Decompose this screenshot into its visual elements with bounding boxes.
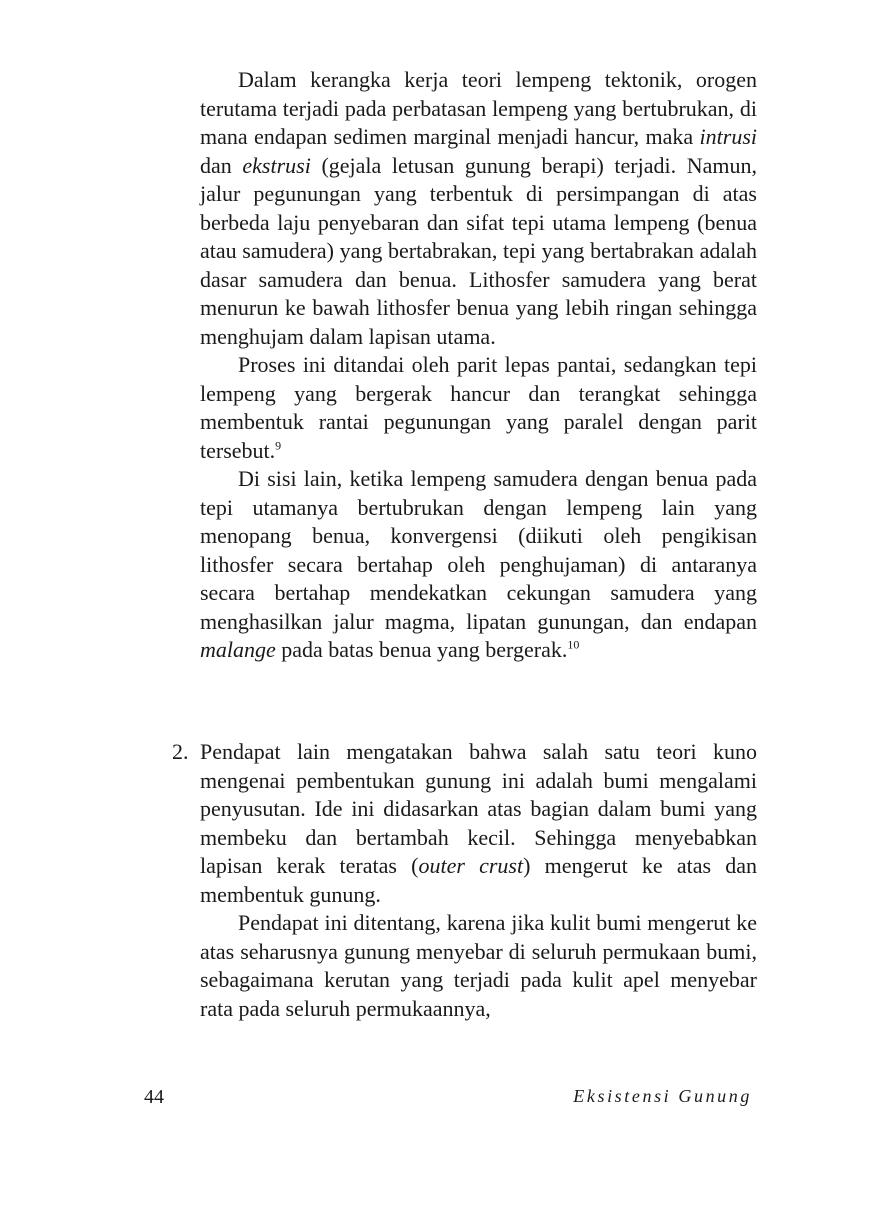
italic-term-intrusi: intrusi (699, 124, 757, 149)
paragraph-text: Dalam kerangka kerja teori lempeng tektonik, orogen terutama terjadi pada perbatasan lempeng yang bertubrukan, di mana endapan sedimen marginal menjadi hancur, maka (200, 67, 757, 149)
paragraph-text: dan (200, 152, 243, 178)
paragraph-text: Pendapat ini ditentang, karena jika kulit bumi mengerut ke atas seharusnya gunung menyebar di seluruh permukaan bumi, sebagaimana kerutan yang terjadi pada kulit apel menyebar rata pada seluruh permukaannya, (200, 910, 757, 1021)
body-text (200, 66, 757, 665)
page-number: 44 (144, 1086, 164, 1108)
paragraph-shrinking-earth (200, 738, 757, 909)
footnote-ref-10: 10 (567, 637, 580, 652)
footnote-ref-9: 9 (275, 438, 282, 453)
paragraph-offshore-trench (200, 351, 757, 465)
running-title: Eksistensi Gunung (573, 1086, 752, 1106)
paragraph-text: (gejala letusan gunung berapi) terjadi. Namun, jalur pegunungan yang terbentuk di persimpangan di atas berbeda laju penyebaran dan sifat tepi utama lempeng (benua atau samudera) yang bertabrakan, tepi yang bertabrakan adalah dasar samudera dan benua. Lithosfer samudera yang berat menurun ke bawah lithosfer benua yang lebih ringan sehingga menghujam dalam lapisan utama. (200, 152, 757, 349)
paragraph-text: Di sisi lain, ketika lempeng samudera dengan benua pada tepi utamanya bertubrukan dengan lempeng lain yang menopang benua, konvergensi (diikuti oleh pengikisan lithosfer secara bertahap oleh penghujaman) di antaranya secara bertahap mendekatkan cekungan samudera yang menghasilkan jalur magma, lipatan gunungan, dan endapan (200, 466, 757, 634)
italic-term-outer-crust: outer crust (418, 853, 524, 878)
paragraph-text: pada batas benua yang bergerak. (275, 637, 568, 662)
paragraph-text: Proses ini ditandai oleh parit lepas pantai, sedangkan tepi lempeng yang bergerak hancur dan terangkat sehingga membentuk rantai pegunungan yang paralel dengan parit tersebut. (200, 352, 757, 463)
paragraph-text: ) mengerut ke atas dan membentuk gunung. (200, 853, 757, 907)
paragraph-convergence (200, 465, 757, 665)
italic-term-malange: malange (200, 637, 276, 662)
paragraph-plate-tectonics (200, 66, 757, 351)
paragraph-counterargument (200, 909, 757, 1023)
numbered-item-2 (172, 738, 757, 1023)
item-number: 2. (172, 739, 189, 764)
italic-term-ekstrusi: ekstrusi (242, 152, 311, 178)
paragraph-text: Pendapat lain mengatakan bahwa salah satu teori kuno mengenai pembentukan gunung ini adalah bumi mengalami penyusutan. Ide ini didasarkan atas bagian dalam bumi yang membeku dan bertambah kecil. Sehingga menyebabkan lapisan kerak teratas ( (200, 739, 757, 878)
